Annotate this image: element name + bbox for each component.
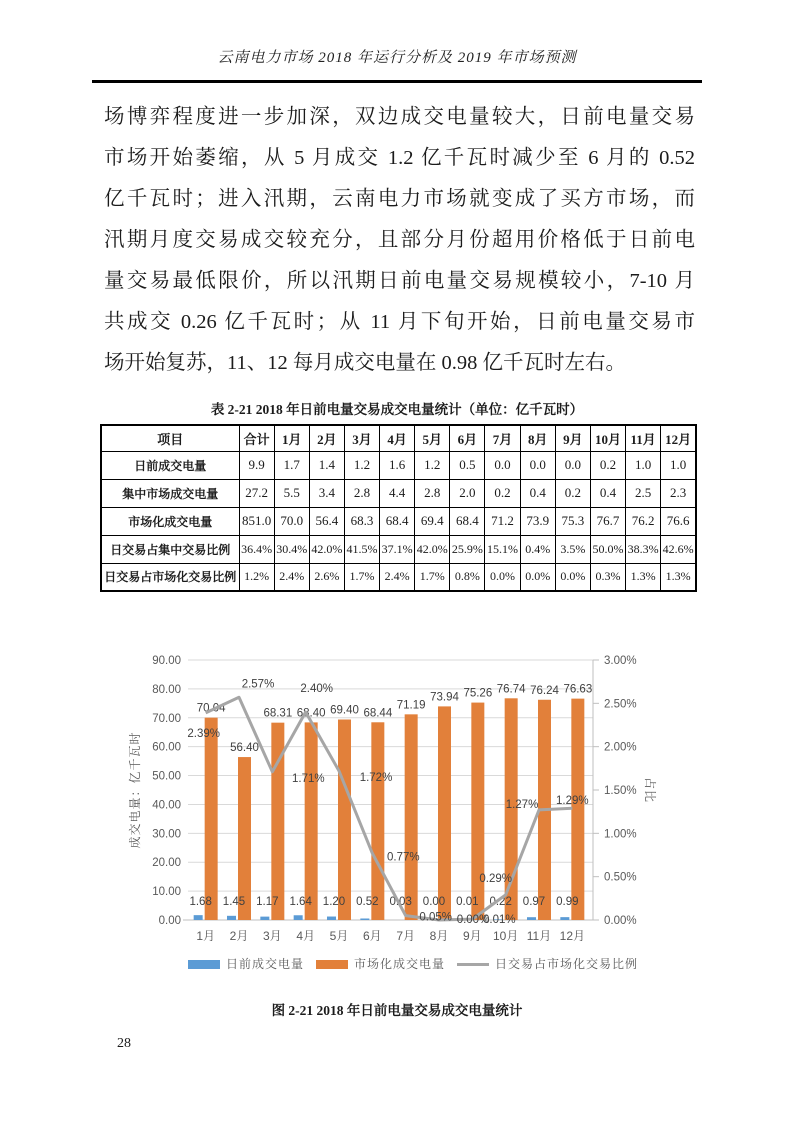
table-cell: 0.8% — [450, 563, 485, 591]
left-axis-title: 成交电量：亿千瓦时 — [128, 731, 142, 849]
table-cell: 50.0% — [590, 535, 625, 563]
table-cell: 0.2 — [485, 479, 520, 507]
left-axis-tick-label: 50.00 — [152, 770, 181, 783]
table-header-cell: 12月 — [661, 425, 696, 451]
bar-day-ahead — [360, 918, 369, 920]
left-axis-tick-label: 60.00 — [152, 741, 181, 754]
bar-day-ahead-label: 1.20 — [322, 896, 346, 908]
table-cell: 36.4% — [239, 535, 274, 563]
bar-day-ahead-label: 0.22 — [489, 896, 512, 908]
legend-label: 市场化成交电量 — [354, 957, 446, 971]
combo-chart — [113, 645, 713, 990]
table-header-cell: 1月 — [274, 425, 309, 451]
table-cell: 70.0 — [274, 507, 309, 535]
bar-marketized-label: 76.63 — [563, 683, 593, 696]
header-divider — [92, 80, 702, 83]
table-cell: 1.0 — [626, 451, 661, 479]
bar-day-ahead — [227, 916, 236, 920]
table-header-cell: 6月 — [450, 425, 485, 451]
table-cell: 68.3 — [344, 507, 379, 535]
body-paragraph — [104, 97, 695, 384]
table-cell: 0.2 — [555, 479, 590, 507]
ratio-line-label: 0.77% — [387, 851, 420, 864]
table-cell: 0.0 — [520, 451, 555, 479]
table-cell: 1.7 — [274, 451, 309, 479]
ratio-line-label: 2.57% — [241, 678, 275, 691]
table-cell: 42.0% — [415, 535, 450, 563]
table-row-label: 日前成交电量 — [101, 451, 239, 479]
table-cell: 4.4 — [380, 479, 415, 507]
table-cell: 68.4 — [380, 507, 415, 535]
x-axis-category-label: 10月 — [492, 929, 519, 943]
data-table — [100, 424, 697, 592]
table-cell: 75.3 — [555, 507, 590, 535]
page-header-title: 云南电力市场 2018 年运行分析及 2019 年市场预测 — [217, 50, 577, 66]
table-row-label: 日交易占市场化交易比例 — [101, 563, 239, 591]
table-row-label: 日交易占集中交易比例 — [101, 535, 239, 563]
right-axis-tick-label: 1.50% — [604, 785, 637, 797]
table-cell: 2.6% — [309, 563, 344, 591]
table-cell: 2.8 — [415, 479, 450, 507]
bar-marketized-label: 75.26 — [463, 687, 493, 700]
bar-day-ahead-label: 0.99 — [556, 896, 579, 908]
table-cell: 68.4 — [450, 507, 485, 535]
x-axis-category-label: 6月 — [362, 929, 382, 943]
table-cell: 76.2 — [626, 507, 661, 535]
table-cell: 76.6 — [661, 507, 696, 535]
table-cell: 0.4 — [520, 479, 555, 507]
table-header-cell: 2月 — [309, 425, 344, 451]
table-cell: 0.2 — [590, 451, 625, 479]
left-axis-tick-label: 0.00 — [158, 915, 181, 927]
legend-swatch-bar — [316, 960, 348, 969]
paragraph-line: 场开始复苏，11、12 每月成交电量在 0.98 亿千瓦时左右。 — [104, 352, 626, 374]
table-head — [101, 425, 696, 451]
table-header-cell: 5月 — [415, 425, 450, 451]
bar-marketized — [471, 703, 484, 920]
bar-day-ahead-label: 0.01 — [456, 896, 479, 908]
x-axis-category-label: 8月 — [429, 929, 449, 943]
table-header-cell: 项目 — [101, 425, 239, 451]
paragraph-line: 汛期月度交易成交较充分，且部分月份超用价格低于日前电 — [104, 229, 695, 251]
table-cell: 56.4 — [309, 507, 344, 535]
bar-day-ahead — [260, 917, 269, 920]
bar-day-ahead-label: 0.97 — [522, 896, 546, 908]
table-cell: 3.5% — [555, 535, 590, 563]
table-cell: 1.4 — [309, 451, 344, 479]
table-cell: 1.2 — [415, 451, 450, 479]
left-axis-tick-label: 20.00 — [152, 857, 181, 870]
table-header-cell: 11月 — [626, 425, 661, 451]
bar-marketized-label: 73.94 — [430, 691, 459, 704]
table-header-cell: 3月 — [344, 425, 379, 451]
right-axis-title: 占比 — [643, 776, 657, 804]
bar-marketized — [305, 722, 318, 920]
right-axis-tick-label: 2.00% — [604, 741, 637, 754]
table-cell: 25.9% — [450, 535, 485, 563]
ratio-line-label: 0.01% — [483, 914, 516, 927]
page-number: 28 — [117, 1036, 131, 1051]
bar-marketized-label: 68.44 — [363, 707, 393, 720]
left-axis-tick-label: 70.00 — [152, 712, 181, 725]
bar-day-ahead — [327, 917, 336, 920]
bar-day-ahead — [194, 915, 203, 920]
paragraph-line: 共成交 0.26 亿千瓦时；从 11 月下旬开始，日前电量交易市 — [104, 311, 695, 333]
table-cell: 0.4 — [590, 479, 625, 507]
table-cell: 0.0 — [555, 451, 590, 479]
table-cell: 0.0% — [555, 563, 590, 591]
bar-day-ahead — [527, 917, 536, 920]
x-axis-category-label: 3月 — [262, 929, 282, 943]
bar-day-ahead-label: 0.00 — [422, 896, 446, 908]
bar-marketized — [338, 720, 351, 920]
table-header-cell: 7月 — [485, 425, 520, 451]
bar-day-ahead-label: 0.52 — [356, 896, 379, 908]
table-cell: 3.4 — [309, 479, 344, 507]
x-axis-category-label: 9月 — [462, 929, 482, 943]
right-axis-tick-label: 2.50% — [604, 698, 637, 711]
table-cell: 2.0 — [450, 479, 485, 507]
table-cell: 1.7% — [344, 563, 379, 591]
bar-marketized-label: 76.74 — [496, 683, 526, 696]
x-axis-category-label: 12月 — [559, 929, 586, 943]
ratio-line-label: 2.40% — [300, 683, 333, 695]
right-axis-tick-label: 3.00% — [604, 655, 637, 667]
table-cell: 42.0% — [309, 535, 344, 563]
right-axis-tick-label: 0.00% — [604, 915, 637, 927]
table-header-cell: 10月 — [590, 425, 625, 451]
table-cell: 0.5 — [450, 451, 485, 479]
ratio-line-label: 0.29% — [479, 872, 512, 885]
table-cell: 76.7 — [590, 507, 625, 535]
table-cell: 38.3% — [626, 535, 661, 563]
bar-marketized-label: 71.19 — [396, 699, 426, 712]
table-cell: 0.0% — [520, 563, 555, 591]
paragraph-line: 亿千瓦时；进入汛期，云南电力市场就变成了买方市场，而 — [104, 188, 695, 210]
paragraph-line: 市场开始萎缩，从 5 月成交 1.2 亿千瓦时减少至 6 月的 0.52 — [104, 147, 695, 169]
table-header-cell: 4月 — [380, 425, 415, 451]
bar-marketized — [205, 718, 218, 920]
table-cell: 2.5 — [626, 479, 661, 507]
bar-marketized — [438, 706, 451, 920]
bar-marketized — [405, 714, 418, 920]
x-axis-category-label: 2月 — [229, 929, 249, 943]
bar-day-ahead-label: 1.17 — [256, 896, 279, 908]
bar-marketized — [571, 699, 584, 920]
ratio-line-label: 1.71% — [292, 772, 325, 785]
bar-marketized-label: 68.40 — [296, 707, 326, 720]
bar-marketized-label: 70.04 — [196, 702, 226, 715]
bar-day-ahead-label: 1.68 — [189, 896, 212, 908]
table-cell: 1.3% — [626, 563, 661, 591]
bar-day-ahead — [294, 915, 303, 920]
table-cell: 5.5 — [274, 479, 309, 507]
table-cell: 69.4 — [415, 507, 450, 535]
bar-marketized-label: 56.40 — [230, 742, 259, 755]
table-cell: 0.0% — [485, 563, 520, 591]
table-body — [101, 451, 696, 591]
right-axis-tick-label: 0.50% — [604, 871, 637, 884]
left-axis-tick-label: 40.00 — [152, 799, 181, 812]
table-cell: 1.3% — [661, 563, 696, 591]
table-caption: 表 2-21 2018 年日前电量交易成交电量统计（单位：亿千瓦时） — [210, 402, 584, 417]
bar-marketized-label: 69.40 — [330, 704, 359, 717]
table-cell: 1.2% — [239, 563, 274, 591]
ratio-line-label: 1.72% — [359, 771, 393, 784]
table-cell: 15.1% — [485, 535, 520, 563]
table-cell: 37.1% — [380, 535, 415, 563]
table-header-cell: 9月 — [555, 425, 590, 451]
table-cell: 851.0 — [239, 507, 274, 535]
table-cell: 0.0 — [485, 451, 520, 479]
table-cell: 73.9 — [520, 507, 555, 535]
bar-marketized-label: 68.31 — [263, 707, 293, 720]
table-cell: 30.4% — [274, 535, 309, 563]
table-row-label: 集中市场成交电量 — [101, 479, 239, 507]
legend-label: 日交易占市场化交易比例 — [495, 957, 639, 971]
left-axis-tick-label: 80.00 — [152, 683, 181, 696]
legend-swatch-bar — [188, 960, 220, 969]
table-row-label: 市场化成交电量 — [101, 507, 239, 535]
ratio-line-label: 1.29% — [556, 795, 589, 808]
paragraph-line: 场博弈程度进一步加深，双边成交电量较大，日前电量交易 — [104, 106, 695, 128]
table-cell: 9.9 — [239, 451, 274, 479]
table-cell: 0.3% — [590, 563, 625, 591]
table-cell: 2.8 — [344, 479, 379, 507]
left-axis-tick-label: 30.00 — [152, 828, 181, 841]
table-cell: 41.5% — [344, 535, 379, 563]
bar-day-ahead — [560, 917, 569, 920]
table-cell: 42.6% — [661, 535, 696, 563]
table-cell: 1.0 — [661, 451, 696, 479]
bar-day-ahead-label: 1.45 — [222, 896, 246, 908]
x-axis-category-label: 7月 — [396, 929, 416, 943]
table-cell: 0.4% — [520, 535, 555, 563]
ratio-line-label: 0.00% — [456, 914, 490, 926]
table-header-cell: 合计 — [239, 425, 274, 451]
table-cell: 1.6 — [380, 451, 415, 479]
x-axis-category-label: 1月 — [196, 929, 216, 943]
bar-day-ahead-label: 0.03 — [389, 896, 412, 908]
bar-marketized-label: 76.24 — [530, 684, 559, 697]
chart-canvas — [113, 645, 713, 990]
table-cell: 1.2 — [344, 451, 379, 479]
left-axis-tick-label: 90.00 — [152, 655, 181, 667]
left-axis-tick-label: 10.00 — [152, 886, 181, 899]
x-axis-category-label: 4月 — [296, 929, 316, 943]
table-header-cell: 8月 — [520, 425, 555, 451]
figure-caption: 图 2-21 2018 年日前电量交易成交电量统计 — [271, 1003, 523, 1018]
right-axis-tick-label: 1.00% — [604, 828, 637, 841]
legend-label: 日前成交电量 — [226, 957, 305, 971]
table-cell: 2.3 — [661, 479, 696, 507]
ratio-line-label: 1.27% — [505, 798, 539, 811]
table-cell: 27.2 — [239, 479, 274, 507]
table-cell: 71.2 — [485, 507, 520, 535]
paragraph-line: 量交易最低限价，所以汛期日前电量交易规模较小，7-10 月 — [104, 270, 695, 292]
x-axis-category-label: 5月 — [329, 929, 349, 943]
table-cell: 2.4% — [274, 563, 309, 591]
bar-day-ahead-label: 1.64 — [289, 896, 312, 908]
table-cell: 2.4% — [380, 563, 415, 591]
ratio-line-label: 0.05% — [419, 911, 452, 924]
table-cell: 1.7% — [415, 563, 450, 591]
x-axis-category-label: 11月 — [526, 929, 552, 943]
ratio-line-label: 2.39% — [187, 727, 220, 740]
bar-marketized — [371, 722, 384, 920]
